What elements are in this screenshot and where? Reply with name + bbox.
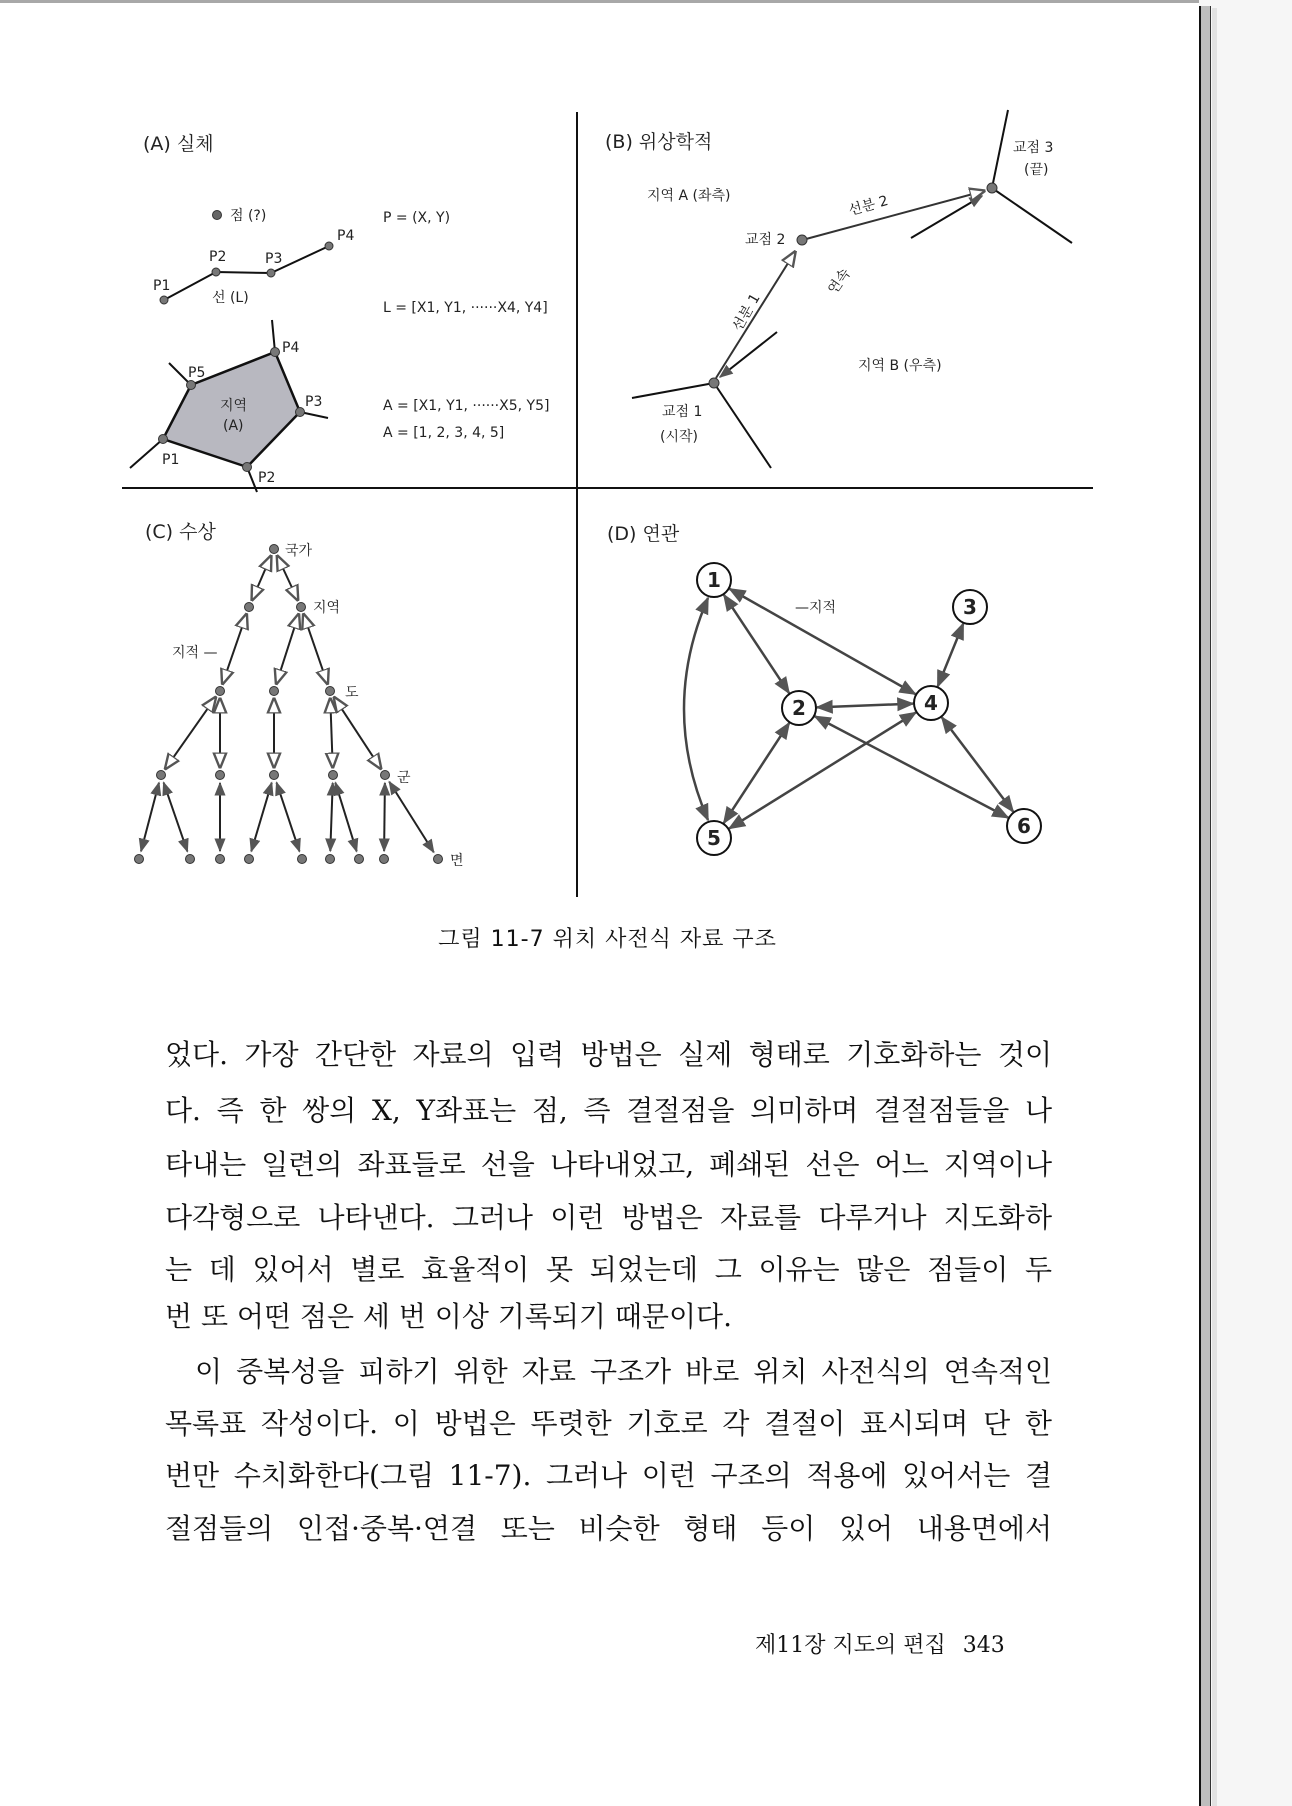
level-township-label: 면 bbox=[450, 853, 464, 869]
graph-node-6 bbox=[1007, 809, 1041, 843]
graph-node-label: 1 bbox=[707, 568, 721, 592]
panel-b-topological bbox=[605, 110, 1072, 468]
page-number: 343 bbox=[962, 1633, 1005, 1658]
level-country-label: 국가 bbox=[285, 543, 313, 559]
graph-node-2 bbox=[782, 691, 816, 725]
graph-node-label: 4 bbox=[924, 691, 938, 715]
area-p2-label: P2 bbox=[258, 470, 276, 486]
tree-node bbox=[298, 855, 307, 864]
area-p1-label: P1 bbox=[162, 452, 180, 468]
body-line: 다각형으로 나타낸다. 그러나 이런 방법은 자료를 다루거나 지도화하 bbox=[165, 1201, 1052, 1234]
panel-a-title: (A) 실체 bbox=[143, 133, 214, 155]
body-line: 타내는 일련의 좌표들로 선을 나타내었고, 폐쇄된 선은 어느 지역이나 bbox=[165, 1148, 1052, 1181]
area-p5-label: P5 bbox=[188, 365, 206, 381]
formula-point: P = (X, Y) bbox=[383, 210, 451, 226]
segment-1-edge bbox=[716, 252, 795, 378]
panel-a-entity bbox=[130, 133, 549, 492]
line-p1-label: P1 bbox=[153, 278, 171, 294]
tree-edge bbox=[334, 698, 380, 769]
tree-edge bbox=[330, 699, 332, 767]
line-label: 선 (L) bbox=[212, 290, 249, 306]
area-p3-label: P3 bbox=[305, 394, 323, 410]
level-county-label: 군 bbox=[397, 770, 411, 786]
tree-node bbox=[270, 771, 279, 780]
body-line: 절점들의 인접·중복·연결 또는 비슷한 형태 등이 있어 내용면에서 bbox=[165, 1512, 1052, 1545]
graph-node-label: 6 bbox=[1017, 814, 1031, 838]
line-p2-label: P2 bbox=[209, 249, 227, 265]
page-footer bbox=[755, 1628, 1015, 1659]
tree-node bbox=[270, 687, 279, 696]
node-3-sub: (끝) bbox=[1024, 162, 1049, 178]
graph-edge bbox=[817, 704, 913, 708]
tree-node bbox=[186, 855, 195, 864]
formula-area-coords: A = [X1, Y1, ······X5, Y5] bbox=[383, 398, 550, 414]
area-p4-label: P4 bbox=[282, 340, 300, 356]
graph-edge bbox=[938, 624, 963, 687]
graph-node-label: 3 bbox=[963, 595, 977, 619]
line-p4-label: P4 bbox=[337, 228, 355, 244]
formula-area-ids: A = [1, 2, 3, 4, 5] bbox=[383, 425, 505, 441]
continuity-label: 연속 bbox=[825, 265, 854, 298]
panel-d-title: (D) 연관 bbox=[607, 523, 680, 545]
line-p3-label: P3 bbox=[265, 251, 283, 267]
tree-node bbox=[216, 771, 225, 780]
tree-node bbox=[355, 855, 364, 864]
tree-node bbox=[216, 855, 225, 864]
pointer-label: 지적 — bbox=[172, 645, 218, 661]
level-region-label: 지역 bbox=[313, 600, 341, 616]
tree-edge bbox=[335, 783, 356, 852]
tree-node bbox=[297, 603, 306, 612]
graph-node-1 bbox=[697, 563, 731, 597]
body-line: 목록표 작성이다. 이 방법은 뚜렷한 기호로 각 결절이 표시되며 단 한 bbox=[165, 1407, 1052, 1440]
tree-node bbox=[245, 855, 254, 864]
segment-1-label: 선분 1 bbox=[729, 291, 764, 334]
node-3-label: 교점 3 bbox=[1013, 140, 1054, 156]
tree-node bbox=[326, 687, 335, 696]
point-label: 점 (?) bbox=[230, 208, 267, 224]
segment-2-label: 선분 2 bbox=[846, 192, 891, 219]
area-label: 지역 bbox=[220, 398, 248, 414]
tree-node bbox=[381, 771, 390, 780]
graph-edge bbox=[724, 595, 789, 693]
level-province-label: 도 bbox=[345, 685, 359, 701]
body-line: 었다. 가장 간단한 자료의 입력 방법은 실제 형태로 기호화하는 것이 bbox=[165, 1038, 1052, 1071]
panel-c-title: (C) 수상 bbox=[145, 521, 216, 543]
tree-edge bbox=[330, 783, 332, 851]
tree-node bbox=[135, 855, 144, 864]
graph-node-4 bbox=[914, 686, 948, 720]
panel-c-hierarchical bbox=[135, 521, 464, 869]
tree-node bbox=[270, 545, 279, 554]
tree-node bbox=[326, 855, 335, 864]
tree-node bbox=[157, 771, 166, 780]
tree-edge bbox=[389, 782, 433, 852]
area-label-id: (A) bbox=[223, 418, 244, 434]
tree-node bbox=[216, 687, 225, 696]
tree-edge bbox=[304, 615, 328, 684]
tree-node bbox=[434, 855, 443, 864]
running-header-chapter: 제11장 지도의 편집 bbox=[755, 1633, 946, 1658]
formula-line: L = [X1, Y1, ······X4, Y4] bbox=[383, 300, 548, 316]
body-line: 번 또 어떤 점은 세 번 이상 기록되기 때문이다. bbox=[165, 1300, 732, 1333]
figure-caption: 그림 11-7 위치 사전식 자료 구조 bbox=[438, 927, 777, 952]
graph-node-3 bbox=[953, 590, 987, 624]
tree-edge bbox=[251, 783, 271, 852]
graph-node-5 bbox=[697, 821, 731, 855]
tree-node bbox=[380, 855, 389, 864]
graph-edge bbox=[942, 717, 1013, 811]
body-line: 는 데 있어서 별로 효율적이 못 되었는데 그 이유는 많은 점들이 두 bbox=[165, 1253, 1052, 1286]
point-marker bbox=[213, 211, 222, 220]
graph-edge bbox=[684, 598, 708, 820]
tree-edge bbox=[384, 783, 385, 851]
tree-node bbox=[329, 771, 338, 780]
pointer-label: —지적 bbox=[795, 600, 837, 616]
tree-edge bbox=[166, 698, 216, 769]
panel-d-relational bbox=[607, 522, 1041, 855]
tree-edge bbox=[252, 556, 271, 599]
tree-edge bbox=[164, 783, 188, 852]
tree-edge bbox=[223, 615, 247, 684]
region-a-label: 지역 A (좌측) bbox=[647, 188, 731, 204]
graph-node-label: 2 bbox=[792, 696, 806, 720]
tree-edge bbox=[141, 783, 159, 852]
node-2-label: 교점 2 bbox=[745, 232, 786, 248]
node-1-label: 교점 1 bbox=[662, 404, 703, 420]
tree-node bbox=[245, 603, 254, 612]
graph-node-label: 5 bbox=[707, 826, 721, 850]
region-b-label: 지역 B (우측) bbox=[858, 358, 942, 374]
panel-b-title: (B) 위상학적 bbox=[605, 131, 713, 153]
node-1-sub: (시작) bbox=[660, 429, 698, 445]
segment-2-edge bbox=[806, 191, 984, 239]
tree-edge bbox=[276, 615, 298, 684]
tree-edge bbox=[277, 556, 297, 599]
body-line: 이 중복성을 피하기 위한 자료 구조가 바로 위치 사전식의 연속적인 bbox=[195, 1355, 1052, 1388]
tree-edge bbox=[277, 783, 300, 852]
body-line: 다. 즉 한 쌍의 X, Y좌표는 점, 즉 결절점을 의미하며 결절점들을 나 bbox=[165, 1094, 1052, 1127]
graph-edge bbox=[724, 723, 789, 823]
body-line: 번만 수치화한다(그림 11-7). 그러나 이런 구조의 적용에 있어서는 결 bbox=[165, 1459, 1052, 1492]
